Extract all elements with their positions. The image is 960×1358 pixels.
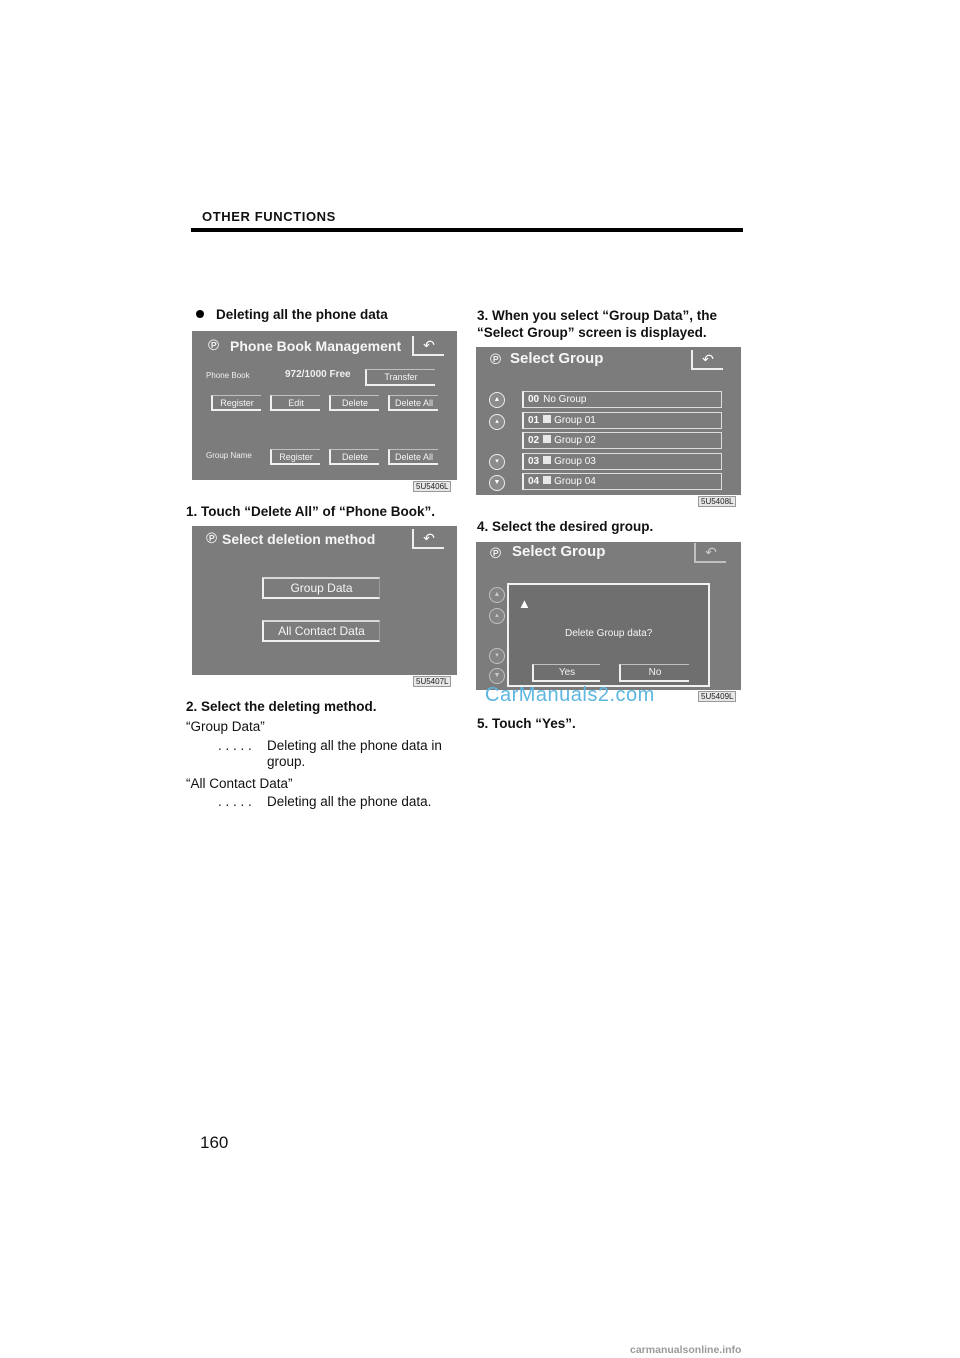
group-name: Group 04 [554, 476, 596, 487]
delete-button[interactable]: Delete [329, 395, 379, 411]
phone-book-label: Phone Book [206, 371, 250, 380]
screen-title: Select Group [510, 350, 604, 367]
register-button[interactable]: Register [211, 395, 261, 411]
group-name: Group 03 [554, 456, 596, 467]
step-4: 4. Select the desired group. [477, 519, 654, 534]
back-arrow-icon[interactable]: ↶ [691, 350, 723, 370]
screen3-code: 5U5408L [698, 496, 736, 507]
watermark: CarManuals2.com [485, 684, 655, 706]
delete-all-button[interactable]: Delete All [388, 395, 438, 411]
warning-icon: ▲ [518, 596, 531, 611]
footer-watermark: carmanualsonline.info [630, 1344, 742, 1356]
screen-title: Phone Book Management [230, 338, 402, 354]
group-number: 02 [528, 435, 540, 446]
screen-phone-book-management [192, 331, 457, 480]
screen2-code: 5U5407L [413, 676, 451, 687]
phone-icon: ℗ [490, 351, 502, 368]
phone-icon: ℗ [206, 530, 218, 547]
page-up-icon[interactable]: ▲ [489, 392, 505, 408]
bullet-icon [196, 310, 204, 318]
group-number: 00 [528, 394, 540, 405]
capacity-text: 972/1000 Free [285, 369, 351, 380]
group-name: No Group [543, 394, 587, 405]
screen-delete-group-confirm [476, 542, 741, 690]
dialog-message: Delete Group data? [565, 628, 653, 639]
method-group-dots: . . . . . [218, 738, 252, 753]
list-item[interactable] [522, 432, 722, 449]
screen-title: Select deletion method [222, 531, 376, 547]
step-3-line-1: 3. When you select “Group Data”, the [477, 308, 718, 323]
all-contact-data-button[interactable]: All Contact Data [262, 620, 380, 642]
transfer-button[interactable]: Transfer [365, 369, 435, 386]
list-item[interactable] [522, 473, 722, 490]
group-name-label: Group Name [206, 451, 252, 460]
list-item[interactable] [522, 412, 722, 429]
group-number: 03 [528, 456, 540, 467]
line-down-icon[interactable]: ▾ [489, 454, 505, 470]
group-icon [543, 435, 551, 443]
method-group-desc-2: group. [267, 754, 306, 769]
group-data-button[interactable]: Group Data [262, 577, 380, 599]
back-arrow-icon[interactable]: ↶ [412, 529, 444, 549]
method-all-term: “All Contact Data” [186, 776, 293, 791]
page-number: 160 [200, 1133, 229, 1152]
section-title: OTHER FUNCTIONS [202, 209, 336, 224]
group-name: Group 02 [554, 435, 596, 446]
screen-select-deletion-method [192, 526, 457, 675]
no-button[interactable]: No [619, 664, 689, 682]
group-icon [543, 415, 551, 423]
group-icon [543, 456, 551, 464]
method-all-dots: . . . . . [218, 794, 252, 809]
step-5: 5. Touch “Yes”. [477, 716, 576, 731]
bullet-heading [196, 307, 388, 322]
list-item[interactable] [522, 391, 722, 408]
list-item[interactable] [522, 453, 722, 470]
confirm-dialog [507, 583, 710, 687]
page-down-icon: ▼ [489, 668, 505, 684]
phone-icon: ℗ [208, 337, 220, 354]
screen4-code: 5U5409L [698, 691, 736, 702]
page-up-icon: ▲ [489, 587, 505, 603]
line-up-icon[interactable]: ▴ [489, 414, 505, 430]
group-icon [543, 476, 551, 484]
page-down-icon[interactable]: ▼ [489, 475, 505, 491]
line-down-icon: ▾ [489, 648, 505, 664]
screen1-code: 5U5406L [413, 481, 451, 492]
group-number: 01 [528, 415, 540, 426]
screen-select-group [476, 347, 741, 495]
method-group-term: “Group Data” [186, 719, 265, 734]
yes-button[interactable]: Yes [532, 664, 600, 682]
step-2: 2. Select the deleting method. [186, 699, 377, 714]
group-delete-button[interactable]: Delete [329, 449, 379, 465]
line-up-icon: ▴ [489, 608, 505, 624]
back-arrow-icon[interactable]: ↶ [412, 336, 444, 356]
group-name: Group 01 [554, 415, 596, 426]
group-register-button[interactable]: Register [270, 449, 320, 465]
edit-button[interactable]: Edit [270, 395, 320, 411]
group-number: 04 [528, 476, 540, 487]
step-3-line-2: “Select Group” screen is displayed. [477, 325, 707, 340]
screen-title: Select Group [512, 543, 606, 560]
method-group-desc-1: Deleting all the phone data in [267, 738, 442, 753]
phone-icon: ℗ [490, 545, 502, 562]
group-delete-all-button[interactable]: Delete All [388, 449, 438, 465]
method-all-desc: Deleting all the phone data. [267, 794, 432, 809]
header-rule [191, 228, 743, 232]
bullet-heading-text: Deleting all the phone data [216, 307, 388, 322]
back-arrow-icon: ↶ [694, 543, 726, 563]
step-1: 1. Touch “Delete All” of “Phone Book”. [186, 504, 436, 519]
